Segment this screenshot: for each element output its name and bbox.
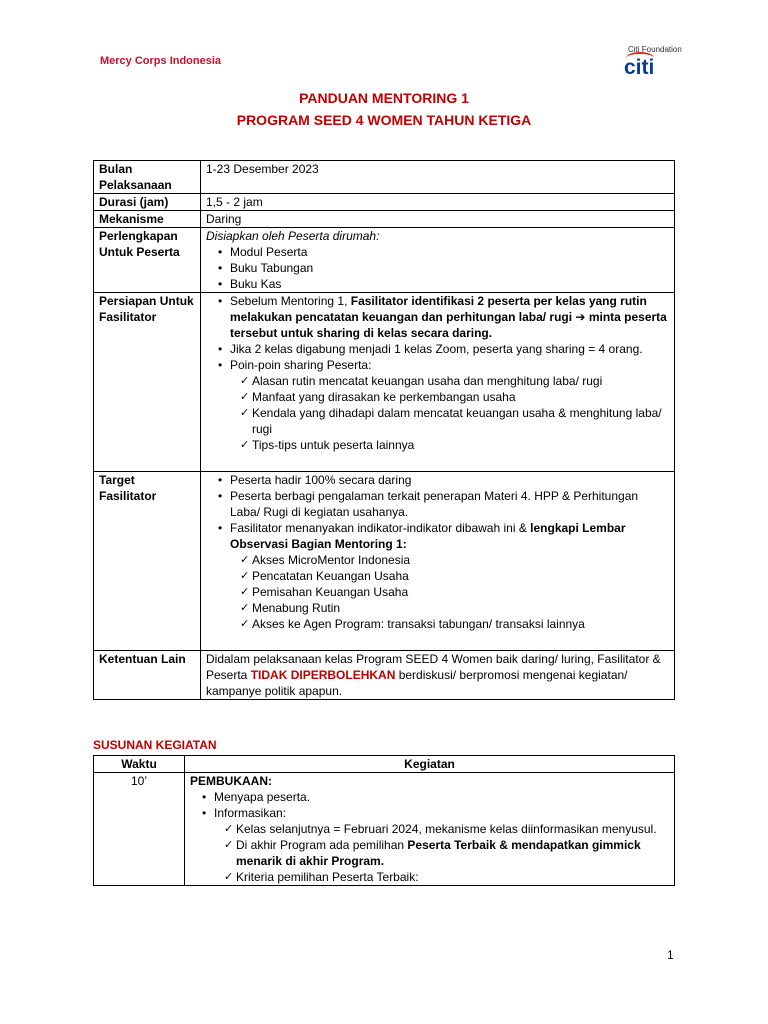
key-target: Target Fasilitator <box>94 472 201 651</box>
key-persiapan: Persiapan Untuk Fasilitator <box>94 293 201 472</box>
check-item: ✓ Akses ke Agen Program: transaksi tabungan/ transaksi lainnya <box>240 616 669 632</box>
list-item: • Peserta berbagi pengalaman terkait penerapan Materi 4. HPP & Perhitungan Laba/ Rugi di kegiatan usahanya. <box>218 488 669 520</box>
check-item: ✓ Akses MicroMentor Indonesia <box>240 552 669 568</box>
check-item: ✓ Kriteria pemilihan Peserta Terbaik: <box>224 869 669 885</box>
value-target <box>201 472 675 651</box>
list-item: • Buku Kas <box>218 276 669 292</box>
perlengkapan-intro: Disiapkan oleh Peserta dirumah: <box>206 229 380 243</box>
list-item <box>218 520 669 632</box>
kegiatan-c2-pre: Di akhir Program ada pemilihan <box>236 838 408 852</box>
target-checklist <box>230 552 669 632</box>
list-item: • Peserta hadir 100% secara daring <box>218 472 669 488</box>
list-item <box>218 293 669 341</box>
ketentuan-warning: TIDAK DIPERBOLEHKAN <box>250 668 396 682</box>
list-item <box>202 805 669 885</box>
citi-logo-text: citi <box>624 56 655 79</box>
susunan-heading: SUSUNAN KEGIATAN <box>93 738 217 752</box>
persiapan-b1-pre: Sebelum Mentoring 1, <box>230 294 351 308</box>
check-item: ✓ Manfaat yang dirasakan ke perkembangan usaha <box>240 389 669 405</box>
col-kegiatan: Kegiatan <box>185 756 675 773</box>
check-item: ✓ Tips-tips untuk peserta lainnya <box>240 437 669 453</box>
row-durasi <box>94 194 675 211</box>
waktu-cell: 10’ <box>94 773 185 886</box>
schedule-header-row <box>94 756 675 773</box>
citi-arc-icon <box>626 52 654 64</box>
list-item <box>218 357 669 453</box>
kegiatan-cell <box>185 773 675 886</box>
persiapan-b1-bold2: minta peserta tersebut untuk sharing di kelas secara daring. <box>230 310 667 340</box>
key-ketentuan: Ketentuan Lain <box>94 651 201 700</box>
list-item: • Modul Peserta <box>218 244 669 260</box>
arrow-right-icon: ➔ <box>575 310 586 324</box>
check-item: ✓ Menabung Rutin <box>240 600 669 616</box>
col-waktu: Waktu <box>94 756 185 773</box>
check-item: ✓ Kendala yang dihadapi dalam mencatat keuangan usaha & menghitung laba/ rugi <box>240 405 669 437</box>
kegiatan-c2-bold: Peserta Terbaik & mendapatkan gimmick menarik di akhir Program. <box>236 838 641 868</box>
list-item: • Menyapa peserta. <box>202 789 669 805</box>
check-item: ✓ Pemisahan Keuangan Usaha <box>240 584 669 600</box>
persiapan-b1-bold: Fasilitator identifikasi 2 peserta per kelas yang rutin melakukan pencatatan keuangan dan perhitungan laba/ rugi <box>230 294 647 324</box>
row-bulan <box>94 161 675 194</box>
key-bulan: Bulan Pelaksanaan <box>94 161 201 194</box>
list-item: • Buku Tabungan <box>218 260 669 276</box>
persiapan-b3: Poin-poin sharing Peserta: <box>230 358 372 372</box>
list-item: • Jika 2 kelas digabung menjadi 1 kelas Zoom, peserta yang sharing = 4 orang. <box>218 341 669 357</box>
partner-name: Citi Foundation <box>628 45 682 54</box>
target-b3-pre: Fasilitator menanyakan indikator-indikator dibawah ini & <box>230 521 531 535</box>
kegiatan-checklist <box>214 821 669 885</box>
persiapan-list <box>206 293 669 453</box>
info-table <box>93 160 675 700</box>
doc-title-line2: PROGRAM SEED 4 WOMEN TAHUN KETIGA <box>236 112 532 128</box>
ketentuan-pre: Didalam pelaksanaan kelas Program SEED 4 Women baik daring/ luring, Fasilitator & Peserta <box>206 652 661 682</box>
citi-logo <box>624 56 654 80</box>
key-mekanisme: Mekanisme <box>94 211 201 228</box>
value-durasi: 1,5 - 2 jam <box>201 194 675 211</box>
ketentuan-post: berdiskusi/ berpromosi mengenai kegiatan/ kampanye politik apapun. <box>206 668 628 698</box>
kegiatan-list <box>190 789 669 885</box>
schedule-table <box>93 755 675 886</box>
check-item: ✓ Alasan rutin mencatat keuangan usaha dan menghitung laba/ rugi <box>240 373 669 389</box>
value-perlengkapan <box>201 228 675 293</box>
value-mekanisme: Daring <box>201 211 675 228</box>
table-row <box>94 773 675 886</box>
kegiatan-title: PEMBUKAAN: <box>190 774 272 788</box>
key-perlengkapan: Perlengkapan Untuk Peserta <box>94 228 201 293</box>
row-perlengkapan <box>94 228 675 293</box>
org-name: Mercy Corps Indonesia <box>100 55 222 67</box>
row-mekanisme <box>94 211 675 228</box>
check-item <box>224 837 669 869</box>
target-b3-post: : <box>402 537 407 551</box>
target-list <box>206 472 669 632</box>
target-b3-bold: lengkapi Lembar Observasi Bagian Mentoring 1 <box>230 521 626 551</box>
key-durasi: Durasi (jam) <box>94 194 201 211</box>
doc-title-line1: PANDUAN MENTORING 1 <box>299 90 469 106</box>
perlengkapan-list <box>206 244 669 292</box>
row-persiapan <box>94 293 675 472</box>
page-number: 1 <box>667 948 674 962</box>
row-ketentuan <box>94 651 675 700</box>
value-persiapan <box>201 293 675 472</box>
persiapan-checklist <box>230 373 669 453</box>
value-ketentuan <box>201 651 675 700</box>
check-item: ✓ Kelas selanjutnya = Februari 2024, mekanisme kelas diinformasikan menyusul. <box>224 821 669 837</box>
row-target <box>94 472 675 651</box>
kegiatan-b2: Informasikan: <box>214 806 287 820</box>
check-item: ✓ Pencatatan Keuangan Usaha <box>240 568 669 584</box>
value-bulan: 1-23 Desember 2023 <box>201 161 675 194</box>
